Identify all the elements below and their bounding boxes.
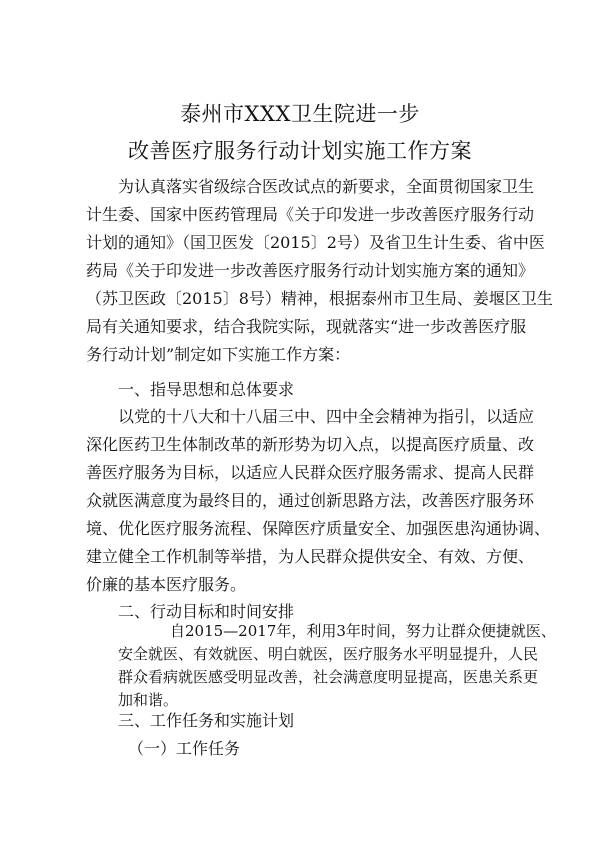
paragraph-line: 以党的十八大和十八届三中、四中全会精神为指引，以适应 bbox=[118, 407, 535, 426]
paragraph-line: 计划的通知》（国卫医发〔2015〕2号）及省卫生计生委、省中医 bbox=[86, 233, 545, 252]
paragraph-line: 自2015—2017年，利用3年时间，努力让群众便捷就医、 bbox=[170, 622, 556, 640]
paragraph-line: 安全就医、有效就医、明白就医，医疗服务水平明显提升，人民 bbox=[118, 645, 539, 663]
paragraph-line: 深化医药卫生体制改革的新形势为切入点，以提高医疗质量、改 bbox=[86, 435, 535, 454]
paragraph-line: 善医疗服务为目标，以适应人民群众医疗服务需求、提高人民群 bbox=[86, 463, 535, 482]
paragraph-line: 药局《关于印发进一步改善医疗服务行动计划实施方案的通知》 bbox=[86, 261, 535, 280]
section-2-heading: 二、行动目标和时间安排 bbox=[118, 602, 295, 621]
paragraph-line: 建立健全工作机制等举措，为人民群众提供安全、有效、方便、 bbox=[86, 547, 535, 566]
paragraph-line: （苏卫医政〔2015〕8号）精神，根据泰州市卫生局、姜堰区卫生 bbox=[86, 289, 553, 308]
document-title-line-2: 改善医疗服务行动计划实施工作方案 bbox=[128, 139, 472, 163]
intro-paragraph bbox=[86, 173, 558, 369]
section-2-paragraph bbox=[118, 620, 558, 712]
paragraph-line: 众就医满意度为最终目的，通过创新思路方法，改善医疗服务环 bbox=[86, 491, 535, 510]
section-1-paragraph bbox=[86, 403, 558, 599]
paragraph-line: 为认真落实省级综合医改试点的新要求，全面贯彻国家卫生 bbox=[118, 177, 535, 196]
document-title-line-1: 泰州市XXX卫生院进一步 bbox=[180, 102, 420, 126]
paragraph-line: 加和谐。 bbox=[118, 691, 179, 709]
paragraph-line: 计生委、国家中医药管理局《关于印发进一步改善医疗服务行动 bbox=[86, 205, 535, 224]
paragraph-line: 务行动计划”制定如下实施工作方案： bbox=[86, 345, 351, 364]
section-3-heading: 三、工作任务和实施计划 bbox=[118, 711, 295, 730]
paragraph-line: 局有关通知要求，结合我院实际，现就落实“进一步改善医疗服 bbox=[86, 317, 527, 336]
paragraph-line: 境、优化医疗服务流程、保障医疗质量安全、加强医患沟通协调、 bbox=[86, 519, 551, 538]
paragraph-line: 价廉的基本医疗服务。 bbox=[86, 575, 247, 594]
section-1-heading: 一、指导思想和总体要求 bbox=[118, 380, 295, 399]
subsection-1-heading: （一）工作任务 bbox=[128, 739, 241, 758]
paragraph-line: 群众看病就医感受明显改善，社会满意度明显提高，医患关系更 bbox=[118, 668, 539, 686]
